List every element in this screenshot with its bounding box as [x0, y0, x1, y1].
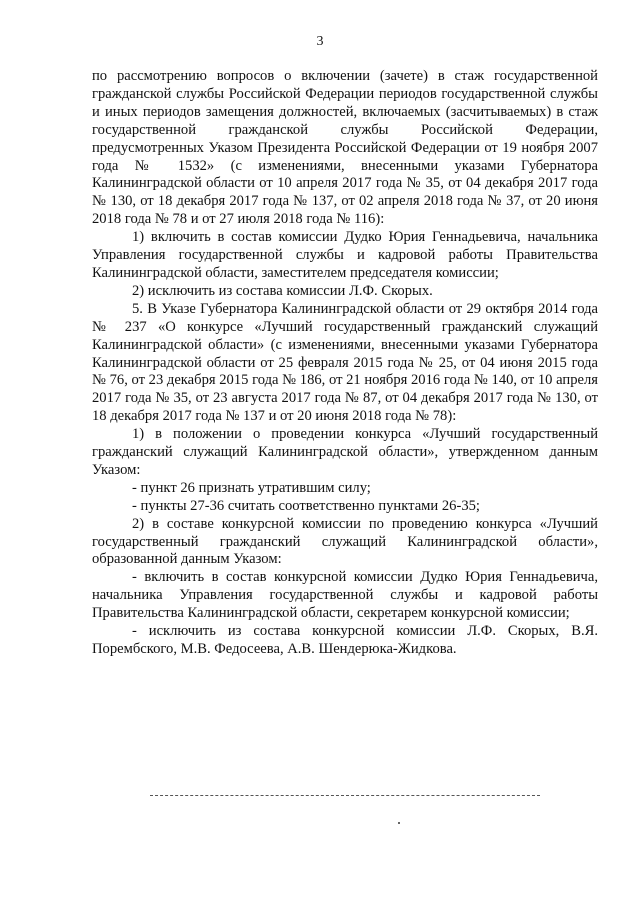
bottom-divider: [150, 795, 540, 796]
page-number: 3: [316, 34, 324, 49]
paragraph-bullet-points-27-36: - пункты 27-36 считать соответственно пунктами 26-35;: [132, 497, 480, 514]
paragraph-section-5: 5. В Указе Губернатора Калининградской области от 29 октября 2014 года № 237 «О конкурсе «Лучший государственный гражданский служащий Калининградской области» (с изменениями, внесенными указами Губернатора Калининградской области от 25 февраля 2015 года № 25, от 04 июня 2015 года № 76, от 23 декабря 2015 года № 186, от 21 ноября 2016 года № 140, от 10 апреля 2017 года № 35, от 23 августа 2017 года № 87, от 04 декабря 2017 года № 130, от 18 декабря 2017 года № 137 и от 20 июня 2018 года № 78):: [92, 300, 598, 425]
paragraph-bullet-include: - включить в состав конкурсной комиссии Дудко Юрия Геннадьевича, начальника Управления государственной службы и кадровой работы Правительства Калининградской области, секретарем конкурсной комиссии;: [92, 569, 598, 622]
paragraph-bullet-exclude: - исключить из состава конкурсной комиссии Л.Ф. Скорых, В.Я. Порембского, М.В. Федосеева, А.В. Шендерюка-Жидкова.: [92, 623, 598, 657]
paragraph-intro: по рассмотрению вопросов о включении (зачете) в стаж государственной гражданской службы Российской Федерации периодов государственной службы и иных периодов замещения должностей, включаемых (засчитываемых) в стаж государственной гражданской службы Российской Федерации, предусмотренных Указом Президента Российской Федерации от 19 ноября 2007 года № 1532» (с изменениями, внесенными указами Губернатора Калининградской области от 10 апреля 2017 года № 35, от 04 декабря 2017 года № 130, от 18 декабря 2017 года № 137, от 02 апреля 2018 года № 37, от 20 июня 2018 года № 78 и от 27 июля 2018 года № 116):: [92, 68, 598, 228]
scan-dot: [398, 822, 400, 824]
paragraph-item-1-include: 1) включить в состав комиссии Дудко Юрия Геннадьевича, начальника Управления государственной службы и кадровой работы Правительства Калининградской области, заместителем председателя комиссии;: [92, 229, 598, 281]
paragraph-bullet-point-26: - пункт 26 признать утратившим силу;: [132, 479, 371, 496]
paragraph-item-2-exclude: 2) исключить из состава комиссии Л.Ф. Скорых.: [132, 282, 433, 299]
paragraph-section-5-item-1: 1) в положении о проведении конкурса «Лучший государственный гражданский служащий Калининградской области», утвержденном данным Указом:: [92, 426, 598, 478]
document-body: [92, 68, 598, 659]
paragraph-section-5-item-2: 2) в составе конкурсной комиссии по проведению конкурса «Лучший государственный гражданский служащий Калининградской области», образованной данным Указом:: [92, 515, 598, 568]
